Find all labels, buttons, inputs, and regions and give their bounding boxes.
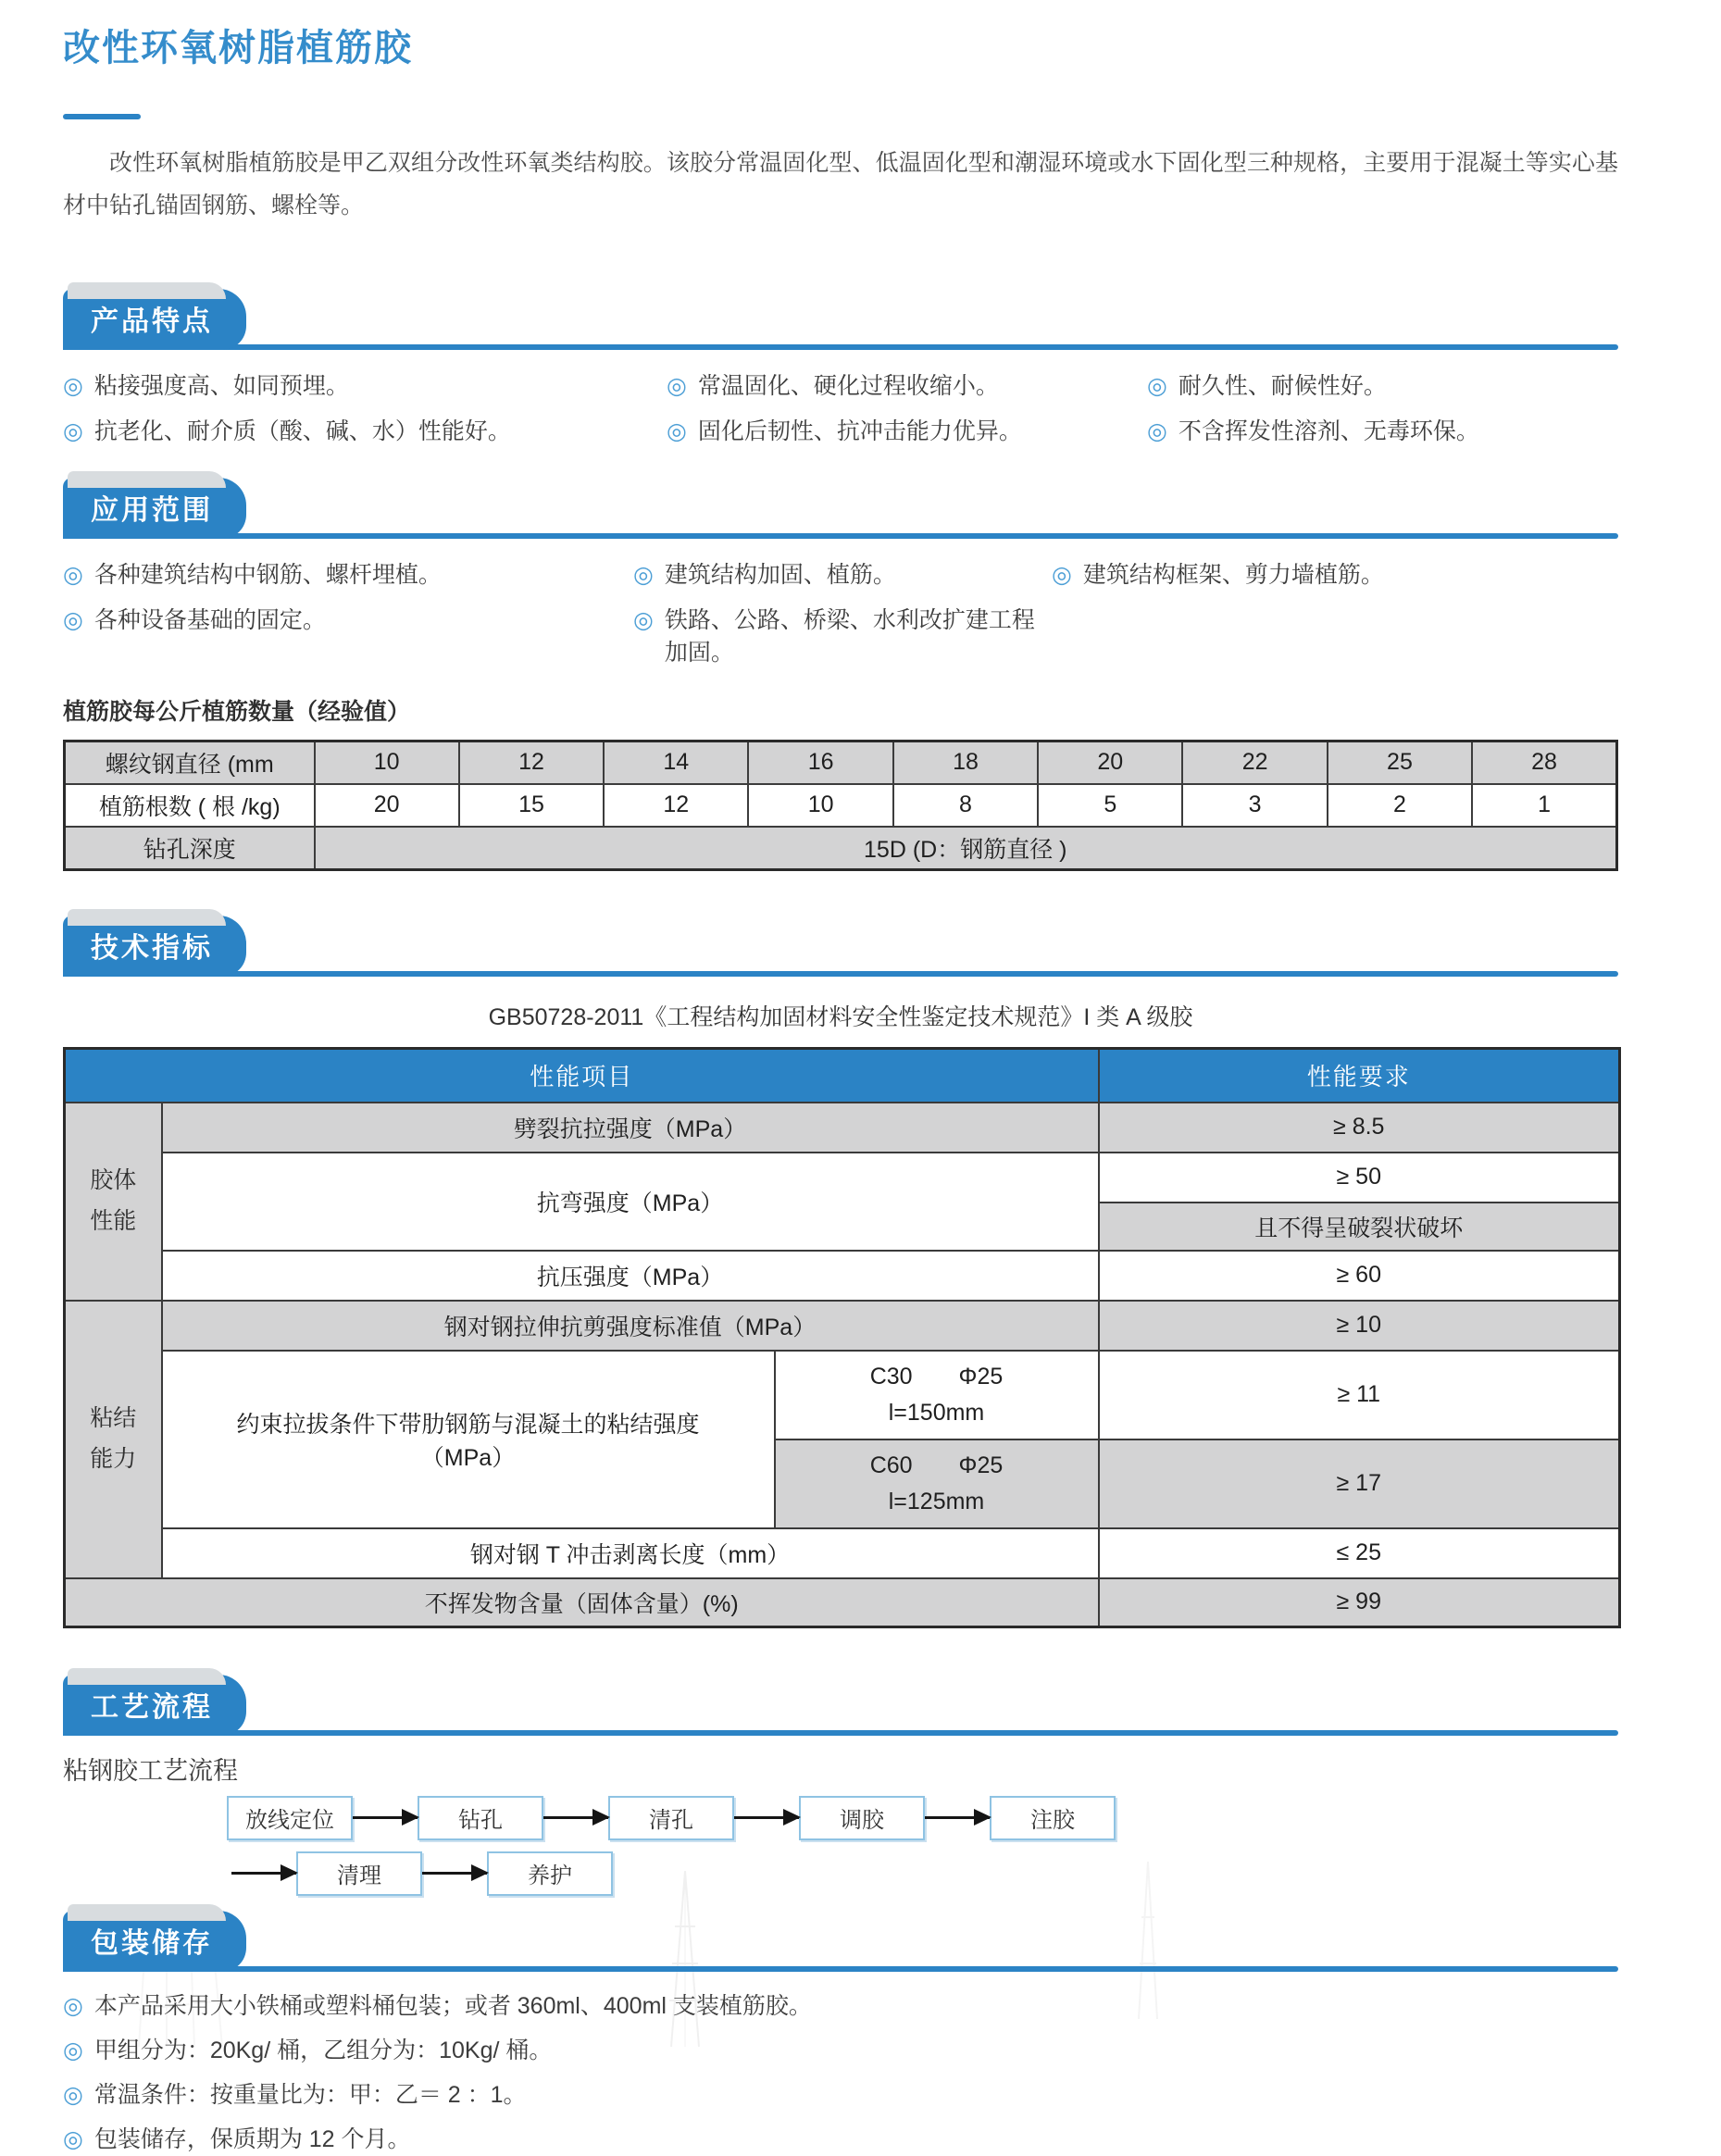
applications-list — [63, 559, 1618, 669]
cell: 15 — [459, 784, 604, 827]
table-row — [65, 1251, 1620, 1301]
ring-bullet-icon: ◎ — [63, 2125, 83, 2152]
ring-bullet-icon: ◎ — [633, 606, 654, 633]
property-label-line2: （MPa） — [420, 1444, 516, 1471]
cell: 16 — [748, 741, 892, 784]
flow-arrow-icon — [543, 1816, 608, 1819]
ring-bullet-icon: ◎ — [1052, 561, 1072, 588]
table-row — [65, 1301, 1620, 1351]
condition-line1: C30 Φ25 — [869, 1363, 1004, 1390]
requirement-value: ≥ 60 — [1099, 1251, 1620, 1301]
list-item — [63, 2035, 1618, 2067]
condition-line2: l=125mm — [888, 1488, 985, 1514]
feature-text: 粘接强度高、如同预埋。 — [94, 372, 349, 399]
section-rule — [63, 533, 1618, 539]
packaging-text: 甲组分为：20Kg/ 桶，乙组分为：10Kg/ 桶。 — [94, 2037, 553, 2063]
merged-cell: 15D (D：钢筋直径 ) — [315, 827, 1617, 870]
list-item — [63, 2079, 1618, 2112]
table-row — [65, 1578, 1620, 1627]
row-label: 螺纹钢直径 (mm — [65, 741, 315, 784]
requirement-value: ≤ 25 — [1099, 1528, 1620, 1578]
section-rule — [63, 971, 1618, 977]
ring-bullet-icon: ◎ — [63, 372, 83, 399]
table-header-row — [65, 1048, 1620, 1103]
cell: 20 — [1038, 741, 1182, 784]
flow-row-2 — [231, 1851, 1618, 1896]
rebar-table-caption: 植筋胶每公斤植筋数量（经验值） — [63, 698, 411, 725]
features-badge — [63, 289, 246, 350]
condition-line2: l=150mm — [888, 1399, 985, 1426]
ring-bullet-icon: ◎ — [63, 2037, 83, 2063]
ring-bullet-icon: ◎ — [667, 372, 687, 399]
requirement-value: ≥ 10 — [1099, 1301, 1620, 1351]
ring-bullet-icon: ◎ — [1147, 372, 1167, 399]
section-header-applications — [63, 485, 1618, 539]
application-text: 建筑结构框架、剪力墙植筋。 — [1082, 561, 1384, 588]
section-rule — [63, 344, 1618, 350]
condition-cell — [775, 1351, 1099, 1439]
ring-bullet-icon: ◎ — [63, 1992, 83, 2019]
list-item — [63, 2124, 1618, 2156]
requirement-value: ≥ 17 — [1099, 1439, 1620, 1528]
list-item — [63, 1990, 1618, 2023]
flow-step: 养护 — [487, 1851, 613, 1896]
list-item — [63, 604, 633, 669]
feature-text: 固化后韧性、抗冲击能力优异。 — [697, 417, 1022, 444]
row-label: 钻孔深度 — [65, 827, 315, 870]
cell: 3 — [1182, 784, 1327, 827]
col-header-requirement: 性能要求 — [1099, 1048, 1620, 1103]
rebar-quantity-table — [63, 740, 1618, 871]
ring-bullet-icon: ◎ — [1147, 417, 1167, 444]
flow-step: 放线定位 — [227, 1796, 353, 1840]
flow-step: 清理 — [296, 1851, 422, 1896]
requirement-value: ≥ 11 — [1099, 1351, 1620, 1439]
col-header-item: 性能项目 — [65, 1048, 1099, 1103]
list-item — [633, 559, 1052, 592]
process-badge — [63, 1675, 246, 1736]
cell: 1 — [1472, 784, 1616, 827]
standard-note: GB50728-2011《工程结构加固材料安全性鉴定技术规范》I 类 A 级胶 — [488, 1003, 1193, 1030]
applications-badge-label: 应用范围 — [91, 494, 213, 526]
property-label: 劈裂抗拉强度（MPa） — [162, 1103, 1099, 1153]
cell: 18 — [893, 741, 1038, 784]
ring-bullet-icon: ◎ — [63, 606, 83, 633]
list-item — [63, 370, 667, 403]
ring-bullet-icon: ◎ — [633, 561, 654, 588]
group-label-body: 胶体性能 — [65, 1103, 162, 1301]
cell: 20 — [315, 784, 459, 827]
cell: 5 — [1038, 784, 1182, 827]
title-underline — [63, 114, 141, 119]
feature-text: 抗老化、耐介质（酸、碱、水）性能好。 — [94, 417, 511, 444]
list-item — [667, 416, 1147, 448]
cell: 25 — [1328, 741, 1472, 784]
applications-badge — [63, 478, 246, 539]
tech-badge-label: 技术指标 — [91, 932, 213, 964]
list-item — [1147, 370, 1618, 403]
section-rule — [63, 1730, 1618, 1736]
cell: 10 — [315, 741, 459, 784]
group-label-bond: 粘结能力 — [65, 1301, 162, 1578]
application-text: 建筑结构加固、植筋。 — [664, 561, 896, 588]
features-list — [63, 370, 1618, 448]
ring-bullet-icon: ◎ — [63, 561, 83, 588]
list-item — [667, 370, 1147, 403]
cell: 14 — [604, 741, 748, 784]
cell: 2 — [1328, 784, 1472, 827]
property-label: 钢对钢 T 冲击剥离长度（mm） — [162, 1528, 1099, 1578]
flow-arrow-icon — [231, 1872, 296, 1875]
cell: 22 — [1182, 741, 1327, 784]
packaging-badge-label: 包装储存 — [91, 1927, 213, 1959]
table-row — [65, 1103, 1620, 1153]
flow-step: 注胶 — [990, 1796, 1116, 1840]
property-label-line1: 约束拉拔条件下带肋钢筋与混凝土的粘结强度 — [236, 1411, 700, 1438]
packaging-badge — [63, 1911, 246, 1972]
property-label: 抗压强度（MPa） — [162, 1251, 1099, 1301]
process-badge-label: 工艺流程 — [91, 1691, 213, 1723]
tech-badge — [63, 916, 246, 977]
property-label: 抗弯强度（MPa） — [162, 1153, 1099, 1251]
table-row — [65, 741, 1617, 784]
tech-indicators-table — [63, 1047, 1621, 1628]
feature-text: 常温固化、硬化过程收缩小。 — [697, 372, 999, 399]
table-row — [65, 784, 1617, 827]
requirement-value: ≥ 50 — [1099, 1153, 1620, 1203]
list-item — [63, 559, 633, 592]
feature-text: 不含挥发性溶剂、无毒环保。 — [1178, 417, 1479, 444]
application-text: 各种设备基础的固定。 — [94, 606, 326, 633]
ring-bullet-icon: ◎ — [667, 417, 687, 444]
table-row — [65, 827, 1617, 870]
cell: 12 — [459, 741, 604, 784]
list-item — [633, 604, 1052, 669]
section-header-features — [63, 296, 1618, 350]
ring-bullet-icon: ◎ — [63, 2081, 83, 2108]
row-label: 植筋根数 ( 根 /kg) — [65, 784, 315, 827]
condition-cell — [775, 1439, 1099, 1528]
cell: 28 — [1472, 741, 1616, 784]
cell: 10 — [748, 784, 892, 827]
condition-line1: C60 Φ25 — [869, 1452, 1004, 1478]
section-header-process — [63, 1682, 1618, 1736]
packaging-text: 本产品采用大小铁桶或塑料桶包装；或者 360ml、400ml 支装植筋胶。 — [94, 1992, 812, 2019]
section-header-tech — [63, 923, 1618, 977]
intro-paragraph: 改性环氧树脂植筋胶是甲乙双组分改性环氧类结构胶。该胶分常温固化型、低温固化型和潮湿环境或水下固化型三种规格，主要用于混凝土等实心基材中钻孔锚固钢筋、螺栓等。 — [63, 150, 1618, 219]
flow-arrow-icon — [925, 1816, 990, 1819]
flow-step: 钻孔 — [418, 1796, 543, 1840]
flow-arrow-icon — [422, 1872, 487, 1875]
page-title: 改性环氧树脂植筋胶 — [63, 28, 413, 69]
flow-arrow-icon — [353, 1816, 418, 1819]
property-label — [162, 1351, 775, 1528]
list-item — [1147, 416, 1618, 448]
cell: 8 — [893, 784, 1038, 827]
cell: 12 — [604, 784, 748, 827]
features-badge-label: 产品特点 — [91, 305, 213, 337]
section-header-packaging — [63, 1918, 1618, 1972]
table-row — [65, 1528, 1620, 1578]
packaging-text: 包装储存，保质期为 12 个月。 — [94, 2125, 411, 2152]
feature-text: 耐久性、耐候性好。 — [1178, 372, 1387, 399]
requirement-value: ≥ 8.5 — [1099, 1103, 1620, 1153]
packaging-list — [63, 1990, 1618, 2156]
requirement-value: ≥ 99 — [1099, 1578, 1620, 1627]
application-text: 铁路、公路、桥梁、水利改扩建工程加固。 — [664, 606, 1035, 666]
flow-subtitle: 粘钢胶工艺流程 — [63, 1756, 238, 1785]
flow-arrow-icon — [734, 1816, 799, 1819]
property-label: 钢对钢拉伸抗剪强度标准值（MPa） — [162, 1301, 1099, 1351]
requirement-value: 且不得呈破裂状破坏 — [1099, 1203, 1620, 1251]
application-text: 各种建筑结构中钢筋、螺杆埋植。 — [94, 561, 442, 588]
flow-step: 调胶 — [799, 1796, 925, 1840]
list-item — [63, 416, 667, 448]
property-label: 不挥发物含量（固体含量）(%) — [65, 1578, 1099, 1627]
ring-bullet-icon: ◎ — [63, 417, 83, 444]
packaging-text: 常温条件：按重量比为：甲：乙＝ 2 ：1。 — [94, 2081, 527, 2108]
flow-row-1 — [227, 1796, 1618, 1840]
table-row — [65, 1153, 1620, 1203]
flow-step: 清孔 — [608, 1796, 734, 1840]
list-item — [1052, 559, 1618, 592]
section-rule — [63, 1966, 1618, 1972]
table-row — [65, 1351, 1620, 1439]
